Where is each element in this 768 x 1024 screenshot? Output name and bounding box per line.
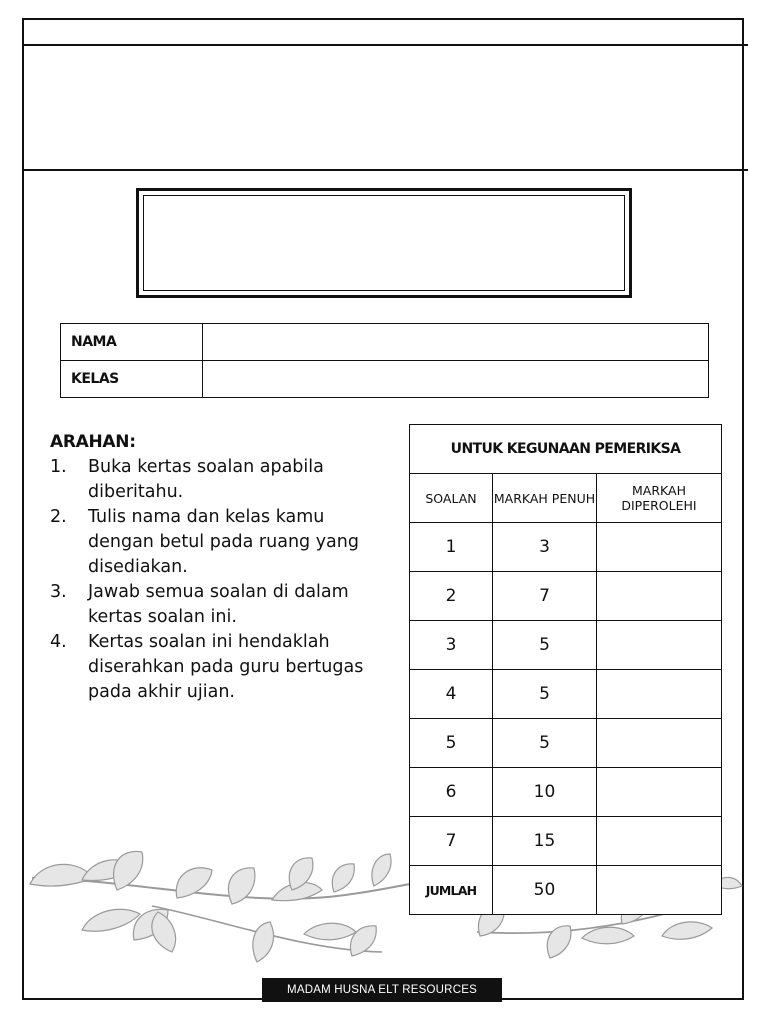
total-obtained-marks[interactable] <box>597 866 722 915</box>
full-marks: 5 <box>493 670 597 719</box>
question-number: 7 <box>410 817 493 866</box>
full-marks: 5 <box>493 719 597 768</box>
full-marks: 3 <box>493 523 597 572</box>
instruction-item <box>50 630 390 705</box>
obtained-marks[interactable] <box>597 768 722 817</box>
class-row <box>61 361 709 398</box>
instructions-list <box>50 455 390 705</box>
header-band <box>22 44 748 171</box>
obtained-marks[interactable] <box>597 523 722 572</box>
full-marks: 15 <box>493 817 597 866</box>
question-number: 5 <box>410 719 493 768</box>
table-row <box>410 719 722 768</box>
class-field[interactable] <box>203 361 709 398</box>
instruction-item <box>50 455 390 505</box>
name-row <box>61 324 709 361</box>
table-row <box>410 670 722 719</box>
table-row <box>410 817 722 866</box>
title-box-inner <box>143 195 625 291</box>
footer-brand-label: MADAM HUSNA ELT RESOURCES <box>262 978 502 1002</box>
full-marks: 10 <box>493 768 597 817</box>
instruction-text: Tulis nama dan kelas kamu dengan betul pada ruang yang disediakan. <box>88 507 359 577</box>
marks-title-row <box>410 425 722 474</box>
table-row <box>410 523 722 572</box>
instruction-number: 2. <box>50 507 67 527</box>
full-marks: 7 <box>493 572 597 621</box>
instruction-item <box>50 505 390 580</box>
instruction-number: 4. <box>50 632 67 652</box>
marks-header-row <box>410 474 722 523</box>
instruction-number: 3. <box>50 582 67 602</box>
obtained-marks[interactable] <box>597 621 722 670</box>
marks-table-title: UNTUK KEGUNAAN PEMERIKSA <box>410 425 722 474</box>
column-header-markah-penuh: MARKAH PENUH <box>493 474 597 523</box>
question-number: 2 <box>410 572 493 621</box>
instruction-text: Buka kertas soalan apabila diberitahu. <box>88 457 324 502</box>
instruction-text: Jawab semua soalan di dalam kertas soalan ini. <box>88 582 349 627</box>
column-header-markah-diperolehi: MARKAH DIPEROLEHI <box>597 474 722 523</box>
instruction-item <box>50 580 390 630</box>
question-number: 1 <box>410 523 493 572</box>
table-row <box>410 768 722 817</box>
examiner-marks-table <box>409 424 722 915</box>
instructions-title: ARAHAN: <box>50 432 136 452</box>
name-label: NAMA <box>61 324 203 361</box>
question-number: 6 <box>410 768 493 817</box>
table-row <box>410 572 722 621</box>
instructions <box>50 430 390 705</box>
column-header-soalan: SOALAN <box>410 474 493 523</box>
instruction-number: 1. <box>50 457 67 477</box>
total-full-marks: 50 <box>493 866 597 915</box>
name-field[interactable] <box>203 324 709 361</box>
class-label: KELAS <box>61 361 203 398</box>
obtained-marks[interactable] <box>597 670 722 719</box>
obtained-marks[interactable] <box>597 719 722 768</box>
instruction-text: Kertas soalan ini hendaklah diserahkan pada guru bertugas pada akhir ujian. <box>88 632 364 702</box>
table-row <box>410 621 722 670</box>
question-number: 4 <box>410 670 493 719</box>
full-marks: 5 <box>493 621 597 670</box>
total-label: JUMLAH <box>410 866 493 915</box>
obtained-marks[interactable] <box>597 572 722 621</box>
title-box <box>136 188 632 298</box>
obtained-marks[interactable] <box>597 817 722 866</box>
total-row <box>410 866 722 915</box>
student-info-table <box>60 323 709 398</box>
question-number: 3 <box>410 621 493 670</box>
